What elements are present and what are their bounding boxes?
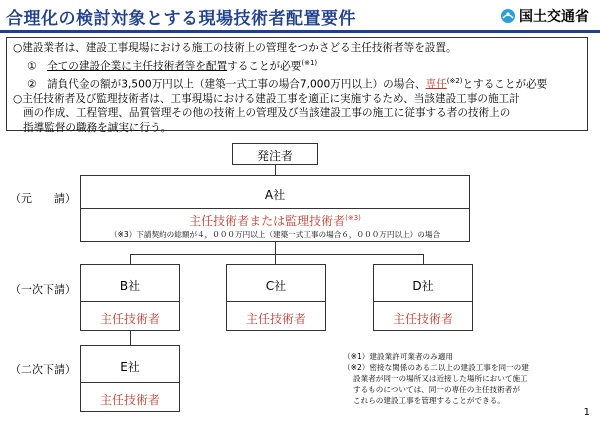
note-2b: 設業者が同一の場所又は近接した場所において施工	[353, 374, 528, 383]
ministry-logo	[500, 5, 589, 27]
b-engineer: 主任技術者	[99, 312, 160, 326]
d-engineer: 主任技術者	[392, 312, 453, 326]
level-prime: （元 請）	[10, 192, 76, 205]
req-item-1-text: 全ての建設企業に主任技術者等を配置	[47, 60, 228, 73]
e-engineer: 主任技術者	[99, 393, 160, 407]
a-threshold-note: （※3）下請契約の総額が４，０００万円以上（建築一式工事の場合６，０００万円以上）の場合	[109, 230, 441, 239]
note-1: （※1）建設業許可業者のみ適用	[343, 352, 453, 361]
d-company-name: D社	[412, 279, 434, 293]
connector-b-e	[130, 331, 131, 345]
connector-to-d	[423, 254, 424, 264]
item-number: ②	[27, 78, 37, 91]
c-company-box	[226, 264, 326, 302]
d-company-box	[373, 264, 473, 302]
level-first-sub: （一次下請）	[10, 283, 76, 296]
req-line-5: 画の作成、工程管理、品質管理その他の技術上の管理及び当該建設工事の施工に従事する者の技術上の	[23, 107, 511, 120]
a-engineer-note: (※3)	[345, 214, 361, 222]
connector-to-b	[130, 254, 131, 264]
req-item-2	[13, 74, 581, 92]
a-engineer-label: 主任技術者または監理技術者	[189, 214, 346, 228]
req-line-1: ○建設業者は、建設工事現場における施工の技術上の管理をつかさどる主任技術者等を設置。	[13, 42, 457, 54]
a-company-box	[80, 175, 470, 209]
req-item-2-tail: とすることが必要	[462, 78, 548, 91]
mlit-logo-icon	[500, 8, 516, 24]
req-item-1-note: (※1)	[301, 58, 318, 67]
ministry-name: 国土交通省	[519, 9, 589, 25]
a-engineer	[81, 212, 469, 229]
req-item-2-note: (※2)	[446, 76, 463, 85]
req-line-4: ○主任技術者及び監理技術者は、工事現場における建設工事を適正に実施するため、当該建設工事の施工計	[13, 92, 520, 105]
c-company-name: C社	[265, 279, 287, 293]
b-engineer-box	[80, 301, 180, 331]
e-company-box	[80, 345, 180, 383]
req-item-1	[13, 56, 581, 74]
connector-to-c	[275, 254, 276, 264]
b-company-name: B社	[119, 279, 141, 293]
connector-sub-bar	[130, 254, 423, 255]
b-company-box	[80, 264, 180, 302]
note-2a: （※2）密接な関係のある二以上の建設工事を同一の建	[343, 363, 529, 372]
page-title: 合理化の検討対象とする現場技術者配置要件	[6, 9, 356, 29]
connector-owner-a	[275, 165, 276, 175]
d-engineer-box	[373, 301, 473, 331]
connector-a-down	[275, 242, 276, 254]
owner-label: 発注者	[256, 149, 293, 163]
c-engineer-box	[226, 301, 326, 331]
req-line-6: 指導監督の職務を誠実に行う。	[23, 122, 172, 135]
req-item-2-text: 請負代金の額が3,500万円以上（建築一式工事の場合7,000万円以上）の場合、	[47, 78, 426, 91]
e-company-name: E社	[120, 360, 140, 374]
a-company-name: A社	[264, 188, 286, 202]
footnotes	[343, 351, 583, 406]
page-number: 1	[583, 407, 590, 418]
req-item-2-highlight: 専任	[425, 78, 447, 91]
note-2d: これらの建設工事を管理することができる。	[353, 396, 505, 405]
c-engineer: 主任技術者	[245, 312, 306, 326]
req-item-1-tail: することが必要	[227, 60, 302, 73]
note-2c: するものについては、同一の専任の主任技術者が	[353, 385, 520, 394]
requirements-box	[6, 37, 588, 135]
level-second-sub: （二次下請）	[10, 363, 76, 376]
item-number: ①	[27, 60, 37, 73]
owner-box	[232, 143, 318, 165]
title-divider	[0, 30, 600, 33]
e-engineer-box	[80, 382, 180, 412]
a-engineer-box	[80, 208, 470, 242]
